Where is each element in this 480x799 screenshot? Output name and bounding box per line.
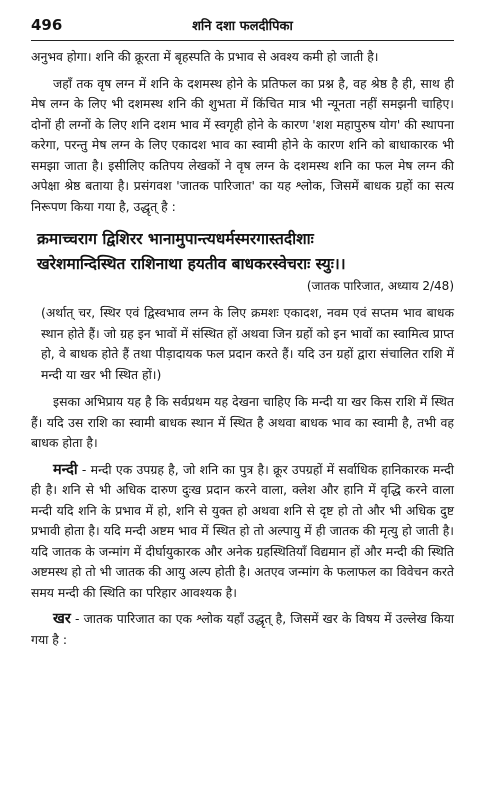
mandi-text: - मन्दी एक उपग्रह है, जो शनि का पुत्र है। क्रूर उपग्रहों में सर्वाधिक हानिकारक मन्दी ही है। शनि से भी अधिक दारुण दुःख प्रदान करने वाला, क्लेश और हानि में वृद्धि करने वाला मन्दी यदि शनि के प्रभाव में हो, शनि से युक्त हो अथवा शनि से दृष्ट हो तो और भी अधिक दुष्ट प्रभावी होता है। यदि मन्दी अष्टम भाव में स्थित हो तो अल्पायु में ही जातक की मृत्यु हो जाती है। यदि जातक के जन्मांग में दीर्घायुकारक और अनेक ग्रहस्थितियाँ विद्यमान हों और मन्दी की स्थिति अष्टमस्थ हो तो भी जातक की आयु अल्प होती है। अतएव जन्मांग के फलाफल का विवेचन करते समय मन्दी की स्थिति का परिहार आवश्यक है।	[31, 461, 454, 600]
khar-text: - जातक पारिजात का एक श्लोक यहाँ उद्धृत् है, जिसमें खर के विषय में उल्लेख किया गया है :	[31, 611, 454, 647]
page-number: 496	[31, 16, 63, 34]
paragraph-2: जहाँ तक वृष लग्न में शनि के दशमस्थ होने के प्रतिफल का प्रश्न है, वह श्रेष्ठ है ही, साथ ही मेष लग्न के लिए भी दशमस्थ शनि की शुभता में किंचित मात्र भी न्यूनता नहीं समझनी चाहिए। दोनों ही लग्नों के लिए शनि दशम भाव में स्वगृही होने के कारण 'शश महापुरुष योग' की स्थापना करेगा, परन्तु मेष लग्न के लिए एकादश भाव का स्वामी होने के कारण शनि को बाधाकारक भी समझा जाता है। इसीलिए कतिपय लेखकों ने वृष लग्न के दशमस्थ शनि का फल मेष लग्न की अपेक्षा श्रेष्ठ बताया है। प्रसंगवश 'जातक पारिजात' का यह श्लोक, जिसमें बाधक ग्रहों का सत्य निरूपण किया गया है, उद्धृत् है :	[31, 75, 454, 214]
header-rule	[31, 40, 454, 41]
verse-explanation: (अर्थात् चर, स्थिर एवं द्विस्वभाव लग्न के लिए क्रमशः एकादश, नवम एवं सप्तम भाव बाधक स्थान होते हैं। जो ग्रह इन भावों में संस्थित हों अथवा जिन ग्रहों को इन भावों का स्वामित्व प्राप्त हो, वे बाधक होते हैं तथा पीड़ादायक फल प्रदान करते हैं। यदि उन ग्रहों द्वारा संचालित राशि में मन्दी या खर भी स्थित हों।)	[41, 305, 454, 382]
mandi-paragraph	[31, 460, 454, 604]
khar-paragraph	[31, 609, 454, 650]
verse-source: (जातक पारिजात, अध्याय 2/48)	[306, 279, 454, 293]
khar-heading: खर	[53, 611, 71, 627]
page-header	[31, 14, 454, 40]
sanskrit-verse	[37, 227, 454, 277]
running-title: शनि दशा फलदीपिका	[192, 19, 293, 34]
verse-line-1: क्रमाच्चराग द्विशिरर भानामुपान्त्यधर्मस्मरगास्तदीशाः	[37, 230, 314, 248]
verse-line-2: खरेशमान्दिस्थित राशिनाथा हयतीव बाधकरस्वेचराः स्युः।।	[37, 255, 346, 273]
paragraph-3: इसका अभिप्राय यह है कि सर्वप्रथम यह देखना चाहिए कि मन्दी या खर किस राशि में स्थित हैं। यदि उस राशि का स्वामी बाधक स्थान में स्थित है अथवा बाधक भाव का स्वामी है, तभी वह बाधक होता है।	[31, 394, 454, 450]
paragraph-1: अनुभव होगा। शनि की क्रूरता में बृहस्पति के प्रभाव से अवश्य कमी हो जाती है।	[31, 49, 379, 64]
mandi-heading: मन्दी	[53, 461, 78, 478]
